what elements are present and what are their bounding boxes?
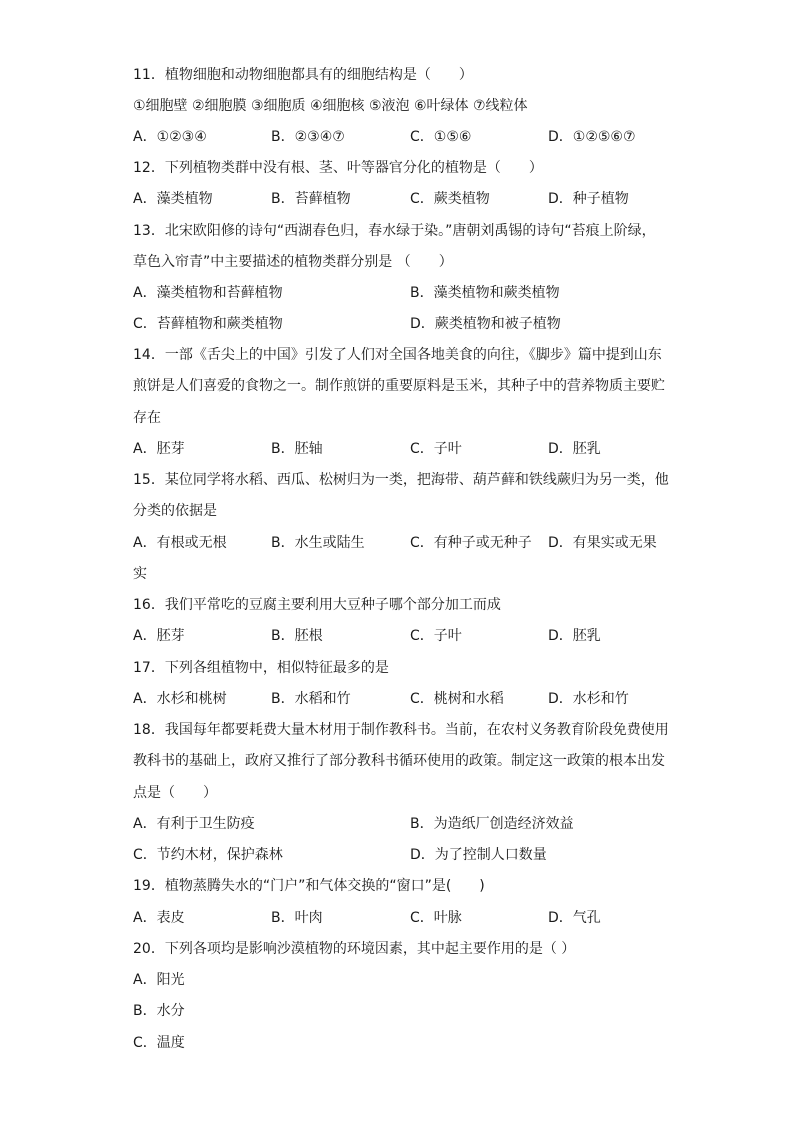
q15-option-d-wrap: 实 [133, 566, 147, 582]
q15-option-d: D．有果实或无果 [548, 535, 657, 551]
question-11-stem: 11．植物细胞和动物细胞都具有的细胞结构是（ ） [133, 67, 473, 83]
q17-option-c: C．桃树和水稻 [410, 691, 504, 707]
question-14-stem-line2: 煎饼是人们喜爱的食物之一。制作煎饼的重要原料是玉米，其种子中的营养物质主要贮 [133, 378, 665, 394]
q18-option-a: A．有利于卫生防疫 [133, 816, 255, 832]
q17-option-b: B．水稻和竹 [271, 691, 351, 707]
q16-option-d: D．胚乳 [548, 628, 601, 644]
q18-option-c: C．节约木材，保护森林 [133, 847, 283, 863]
question-18-stem-line2: 教科书的基础上，政府又推行了部分教科书循环使用的政策。制定这一政策的根本出发 [133, 753, 665, 769]
q19-option-b: B．叶肉 [271, 910, 323, 926]
q11-option-b: B．②③④⑦ [271, 129, 345, 145]
q19-option-c: C．叶脉 [410, 910, 462, 926]
q13-option-b: B．藻类植物和蕨类植物 [410, 285, 560, 301]
question-17-stem: 17．下列各组植物中，相似特征最多的是 [133, 660, 389, 676]
q20-option-c: C．温度 [133, 1035, 185, 1051]
question-18-stem-line1: 18．我国每年都要耗费大量木材用于制作教科书。当前，在农村义务教育阶段免费使用 [133, 722, 669, 738]
question-15-stem-line2: 分类的依据是 [133, 503, 217, 519]
q13-option-c: C．苔藓植物和蕨类植物 [133, 316, 283, 332]
question-12-stem: 12．下列植物类群中没有根、茎、叶等器官分化的植物是（ ） [133, 160, 543, 176]
q16-option-b: B．胚根 [271, 628, 323, 644]
question-13-stem-line1: 13．北宋欧阳修的诗句“西湖春色归，春水绿于染。”唐朝刘禹锡的诗句“苔痕上阶绿， [133, 223, 656, 239]
question-13-stem-line2: 草色入帘青”中主要描述的植物类群分别是 （ ） [133, 254, 453, 270]
q12-option-b: B．苔藓植物 [271, 191, 351, 207]
q15-option-b: B．水生或陆生 [271, 535, 365, 551]
q14-option-a: A．胚芽 [133, 441, 185, 457]
q16-option-a: A．胚芽 [133, 628, 185, 644]
q19-option-a: A．表皮 [133, 910, 185, 926]
q14-option-b: B．胚轴 [271, 441, 323, 457]
q18-option-d: D．为了控制人口数量 [410, 847, 547, 863]
question-14-stem-line1: 14．一部《舌尖上的中国》引发了人们对全国各地美食的向往，《脚步》篇中提到山东 [133, 347, 662, 363]
q18-option-b: B．为造纸厂创造经济效益 [410, 816, 574, 832]
q20-option-b: B．水分 [133, 1003, 185, 1019]
question-18-stem-line3: 点是（ ） [133, 785, 217, 801]
q14-option-c: C．子叶 [410, 441, 462, 457]
question-16-stem: 16．我们平常吃的豆腐主要利用大豆种子哪个部分加工而成 [133, 597, 501, 613]
q14-option-d: D．胚乳 [548, 441, 601, 457]
q12-option-c: C．蕨类植物 [410, 191, 490, 207]
q17-option-d: D．水杉和竹 [548, 691, 629, 707]
q12-option-d: D．种子植物 [548, 191, 629, 207]
question-20-stem: 20．下列各项均是影响沙漠植物的环境因素，其中起主要作用的是（ ） [133, 941, 576, 957]
q13-option-d: D．蕨类植物和被子植物 [410, 316, 561, 332]
question-15-stem-line1: 15．某位同学将水稻、西瓜、松树归为一类，把海带、葫芦藓和铁线蕨归为另一类，他 [133, 472, 669, 488]
question-14-stem-line3: 存在 [133, 410, 161, 426]
q13-option-a: A．藻类植物和苔藓植物 [133, 285, 283, 301]
q11-option-c: C．①⑤⑥ [410, 129, 472, 145]
q15-option-c: C．有种子或无种子 [410, 535, 532, 551]
q19-option-d: D．气孔 [548, 910, 601, 926]
q15-option-a: A．有根或无根 [133, 535, 227, 551]
q17-option-a: A．水杉和桃树 [133, 691, 227, 707]
question-11-items: ①细胞壁 ②细胞膜 ③细胞质 ④细胞核 ⑤液泡 ⑥叶绿体 ⑦线粒体 [133, 98, 528, 114]
q11-option-d: D．①②⑤⑥⑦ [548, 129, 636, 145]
q12-option-a: A．藻类植物 [133, 191, 213, 207]
question-19-stem: 19．植物蒸腾失水的“门户”和气体交换的“窗口”是( ) [133, 878, 485, 894]
q16-option-c: C．子叶 [410, 628, 462, 644]
q11-option-a: A．①②③④ [133, 129, 207, 145]
q20-option-a: A．阳光 [133, 972, 185, 988]
